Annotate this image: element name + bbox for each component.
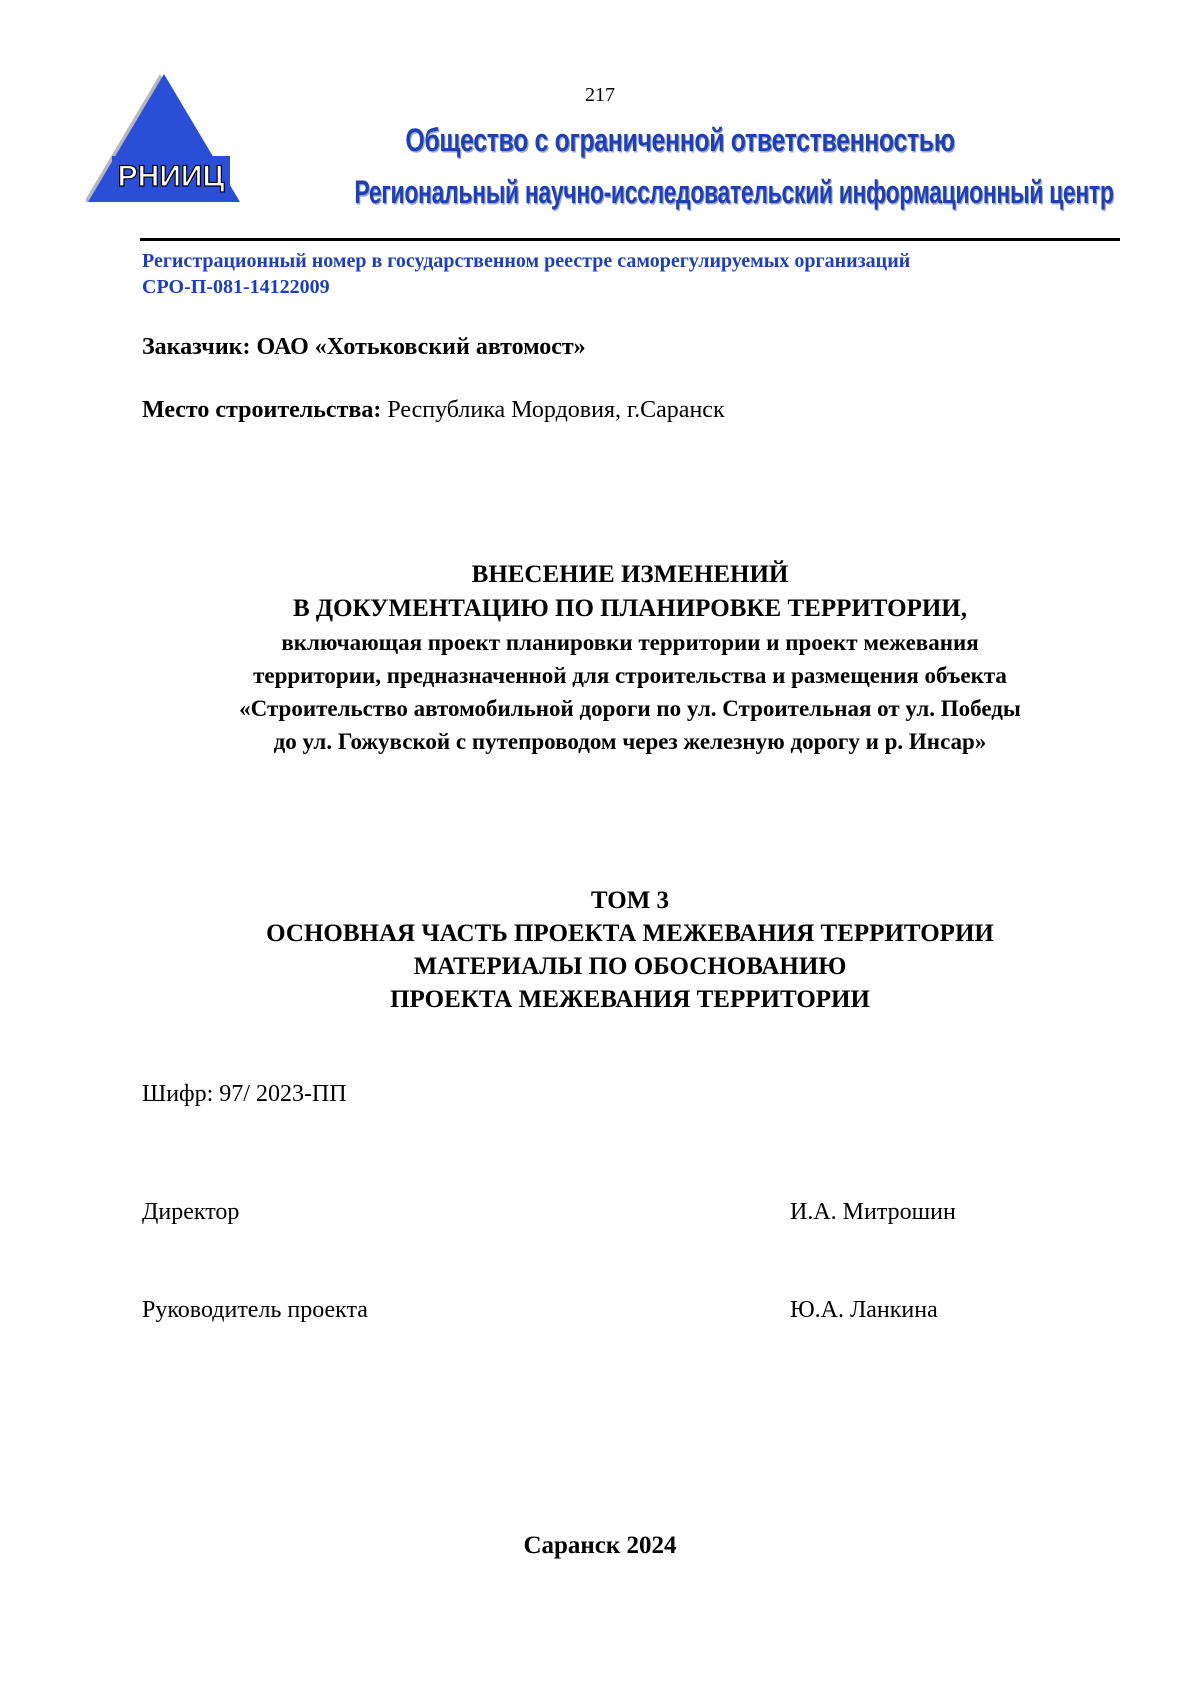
city-year: Саранск 2024 [523,1532,677,1559]
volume-line-4: ПРОЕКТА МЕЖЕВАНИЯ ТЕРРИТОРИИ [390,986,870,1013]
logo-text: РНИИЦ [117,160,225,193]
organization-line-1: Общество с ограниченной ответственностью [405,122,955,158]
header-divider [140,238,1120,241]
signature-role-project-lead: Руководитель проекта [142,1297,368,1323]
registration-line-1: Регистрационный номер в государственном реестре саморегулируемых организаций [142,250,911,272]
volume-line-3: МАТЕРИАЛЫ ПО ОБОСНОВАНИЮ [413,953,847,980]
title-subline-3: «Строительство автомобильной дороги по ул. Строительная от ул. Победы [239,696,1021,721]
title-subline-2: территории, предназначенной для строительства и размещения объекта [253,663,1007,688]
site-label: Место строительства: [142,397,382,423]
title-subline-1: включающая проект планировки территории и проект межевания [281,630,979,655]
volume-title [130,884,1130,1016]
site-value: Республика Мордовия, г.Саранск [381,397,725,423]
volume-number: ТОМ 3 [590,887,670,914]
organization-line-2: Региональный научно-исследовательский информационный центр [354,174,1114,210]
title-subline-4: до ул. Гожувской с путепроводом через железную дорогу и р. Инсар» [273,729,987,754]
title-line-1: ВНЕСЕНИЕ ИЗМЕНЕНИЙ [471,561,789,588]
signature-name-project-lead: Ю.А. Ланкина [790,1297,938,1323]
volume-line-2: ОСНОВНАЯ ЧАСТЬ ПРОЕКТА МЕЖЕВАНИЯ ТЕРРИТОРИИ [266,920,994,947]
document-title [130,558,1130,758]
signature-role-director: Директор [142,1199,240,1225]
page-number: 217 [585,84,615,106]
signature-name-director: И.А. Митрошин [790,1199,956,1225]
registration-block [142,248,1142,300]
registration-number: СРО-П-081-14122009 [142,276,330,298]
rniic-logo [86,70,246,212]
customer: Заказчик: ОАО «Хотьковский автомост» [142,334,586,360]
construction-site [142,397,725,424]
cipher: Шифр: 97/ 2023-ПП [142,1081,347,1107]
title-line-2: В ДОКУМЕНТАЦИЮ ПО ПЛАНИРОВКЕ ТЕРРИТОРИИ, [292,595,968,622]
